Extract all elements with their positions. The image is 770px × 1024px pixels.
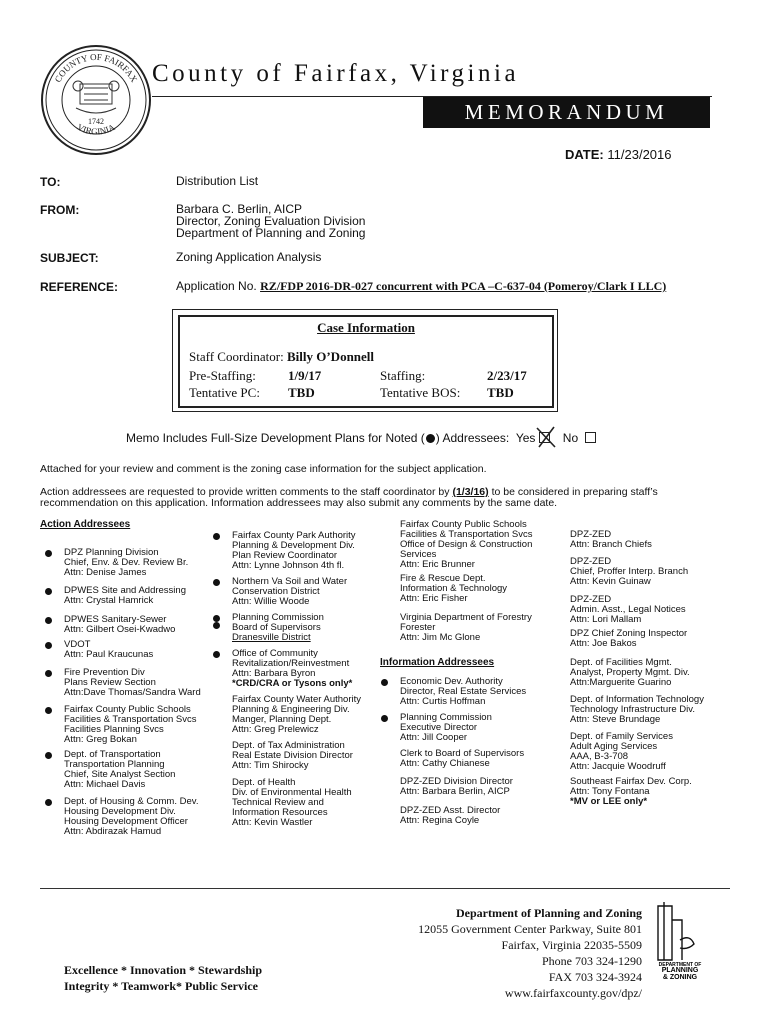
action-addressees-header: Action Addressees [40, 519, 131, 530]
addressee-line: DPZ-ZED [570, 594, 612, 605]
addressee-line: DPZ Planning Division [64, 547, 159, 558]
reference-application: RZ/FDP 2016-DR-027 concurrent with PCA –C-637-04 (Pomeroy/Clark I LLC) [260, 279, 667, 293]
addressee-line: DPZ-ZED Asst. Director [400, 805, 501, 816]
addressee-line: DPZ-ZED [570, 529, 612, 540]
addressee-line: Services [400, 549, 437, 560]
bullet-icon [45, 799, 52, 806]
addressee-line: Attn:Marguerite Guarino [570, 677, 672, 688]
svg-text:1742: 1742 [88, 117, 104, 126]
addressee-line: Dept. of Health [232, 777, 296, 788]
motto-line: Excellence * Innovation * Stewardship [64, 963, 263, 977]
addressee-line: Dept. of Housing & Comm. Dev. [64, 796, 199, 807]
addressee-entry [232, 613, 324, 643]
bullet-icon [213, 651, 220, 658]
addressee-line: Southeast Fairfax Dev. Corp. [570, 776, 692, 787]
addressee-line: Virginia Department of Forestry [400, 612, 532, 623]
to-label: TO: [40, 175, 61, 189]
addressee-line: Economic Dev. Authority [400, 676, 503, 687]
addressee-entry [400, 677, 526, 707]
addressee-entry [570, 629, 687, 649]
case-info-title: Case Information [317, 320, 415, 335]
addressee-line: Attn: Lynne Johnson 4th fl. [232, 560, 345, 571]
addressee-line: Technical Review and [232, 797, 324, 808]
addressee-line: Attn: Eric Fisher [400, 593, 468, 604]
motto-line: Integrity * Teamwork* Public Service [64, 979, 258, 993]
bullet-icon [213, 533, 220, 540]
addressee-line: VDOT [64, 639, 91, 650]
staffing-label: Staffing: [380, 368, 426, 383]
memorandum-banner: MEMORANDUM [423, 97, 710, 128]
bullet-icon [213, 615, 220, 622]
addressee-line: Attn: Tony Fontana [570, 786, 650, 797]
svg-text:VIRGINIA: VIRGINIA [75, 121, 117, 137]
addressee-entry [232, 741, 353, 771]
addressee-line: Div. of Environmental Health [232, 787, 352, 798]
addressee-line: Planning & Development Div. [232, 540, 355, 551]
addressee-entry [64, 750, 175, 790]
addressee-line: Attn: Jacquie Woodruff [570, 761, 666, 772]
addressee-line: AAA, B-3-708 [570, 751, 629, 762]
addressee-line: Dept. of Facilities Mgmt. [570, 657, 672, 668]
bullet-icon [213, 579, 220, 586]
svg-text:& ZONING: & ZONING [662, 974, 698, 980]
addressee-line: Fairfax County Public Schools [400, 519, 527, 530]
addressee-line: Dept. of Tax Administration [232, 740, 345, 751]
addressee-line: Information Resources [232, 807, 328, 818]
addressee-line: DPZ-ZED Division Director [400, 776, 513, 787]
addressee-line: Forester [400, 622, 436, 633]
addressee-entry [570, 595, 686, 625]
footer-address: 12055 Government Center Parkway, Suite 801 [418, 922, 642, 936]
staffing-value: 2/23/17 [487, 368, 527, 383]
addressee-line: Plans Review Section [64, 677, 156, 688]
addressee-line: Chief, Proffer Interp. Branch [570, 566, 689, 577]
footer-motto [64, 962, 262, 994]
addressee-line: Executive Director [400, 722, 478, 733]
addressee-entry [232, 577, 347, 607]
addressee-entry [570, 695, 704, 725]
addressee-entry [400, 749, 524, 769]
addressee-line: Attn: Denise James [64, 567, 147, 578]
footer-department: Department of Planning and Zoning [455, 906, 642, 920]
footer-fax: FAX 703 324-3924 [548, 970, 642, 984]
action-text-2: to be considered in preparing staff’s [491, 486, 658, 498]
from-line: Department of Planning and Zoning [176, 226, 366, 240]
addressee-line: Plan Review Coordinator [232, 550, 338, 561]
addressee-entry [570, 732, 673, 772]
addressee-line: Attn: Abdirazak Hamud [64, 826, 162, 837]
yes-label: Yes [515, 431, 536, 445]
addressee-line: Housing Development Officer [64, 816, 188, 827]
reference-label: REFERENCE: [40, 280, 119, 294]
addressee-entry [232, 695, 361, 735]
addressee-line: Attn: Greg Prelewicz [232, 724, 319, 735]
addressee-line: Attn: Barbara Byron [232, 668, 316, 679]
addressee-line: Attn: Kevin Wastler [232, 817, 313, 828]
addressee-line: Manger, Planning Dept. [232, 714, 332, 725]
addressee-entry [64, 586, 186, 606]
addressee-line: Fairfax County Park Authority [232, 530, 356, 541]
svg-text:DEPARTMENT OF: DEPARTMENT OF [658, 962, 702, 968]
addressee-entry [64, 640, 153, 660]
addressee-line: Attn: Joe Bakos [570, 638, 637, 649]
bullet-icon [381, 715, 388, 722]
addressee-line: Planning Commission [400, 712, 492, 723]
addressee-line: Attn: Regina Coyle [400, 815, 480, 826]
tentative-pc-label: Tentative PC: [189, 385, 260, 400]
reference-prefix: Application No. [176, 279, 257, 293]
addressee-line: Attn: Curtis Hoffman [400, 696, 486, 707]
addressee-line: Dept. of Transportation [64, 749, 161, 760]
dpz-logo [650, 900, 710, 980]
addressee-line: Attn: Kevin Guinaw [570, 576, 651, 587]
action-text: Action addressees are requested to provide written comments to the staff coordinator by [40, 486, 450, 498]
addressee-line: Attn: Jill Cooper [400, 732, 468, 743]
footer-contact [418, 905, 642, 1001]
tentative-pc-value: TBD [288, 385, 315, 400]
addressee-line: Chief, Site Analyst Section [64, 769, 176, 780]
from-label: FROM: [40, 203, 80, 217]
addressee-line: Analyst, Property Mgmt. Div. [570, 667, 690, 678]
addressee-entry [64, 548, 188, 578]
date-label: DATE: [565, 147, 604, 162]
subject-value: Zoning Application Analysis [176, 250, 322, 264]
addressee-line: Facilities & Transportation Svcs [64, 714, 197, 725]
coordinator-value: Billy O’Donnell [286, 349, 375, 364]
due-date: (1/3/16) [452, 486, 489, 498]
addressee-entry [570, 557, 688, 587]
prestaffing-label: Pre-Staffing: [189, 368, 256, 383]
action-text-3: recommendation on this application. Information addressees may also submit any comments by the same date. [40, 497, 558, 509]
bullet-icon [45, 670, 52, 677]
addressee-line: Northern Va Soil and Water [232, 576, 348, 587]
addressee-line: Attn: Cathy Chianese [400, 758, 490, 769]
addressee-line: Chief, Env. & Dev. Review Br. [64, 557, 189, 568]
addressee-line: *MV or LEE only* [570, 796, 648, 807]
addressee-line: Real Estate Division Director [232, 750, 353, 761]
addressee-entry [400, 520, 533, 570]
addressee-line: Director, Real Estate Services [400, 686, 527, 697]
addressee-line: Attn: Michael Davis [64, 779, 146, 790]
bullet-icon [45, 642, 52, 649]
addressee-line: Fire & Rescue Dept. [400, 573, 486, 584]
no-label: No [562, 431, 579, 445]
bullet-icon [45, 550, 52, 557]
addressee-entry [64, 615, 175, 635]
addressee-line: *CRD/CRA or Tysons only* [232, 678, 353, 689]
addressee-line: Planning & Engineering Div. [232, 704, 350, 715]
addressee-line: Clerk to Board of Supervisors [400, 748, 525, 759]
addressee-line: Attn: Barbara Berlin, AICP [400, 786, 510, 797]
memo-includes-text2: ) Addressees: [435, 431, 510, 445]
footer-phone: Phone 703 324-1290 [542, 954, 642, 968]
bullet-icon [45, 588, 52, 595]
addressee-line: Fairfax County Water Authority [232, 694, 362, 705]
addressee-line: DPZ Chief Zoning Inspector [570, 628, 688, 639]
addressee-entry [570, 530, 652, 550]
intro-paragraph: Attached for your review and comment is the zoning case information for the subject application. [40, 463, 487, 475]
addressee-line: Attn: Steve Brundage [570, 714, 661, 725]
addressee-line: Attn: Jim Mc Glone [400, 632, 481, 643]
addressee-line: Conservation District [232, 586, 320, 597]
svg-text:PLANNING: PLANNING [661, 967, 699, 974]
addressee-line: Planning Commission [232, 612, 324, 623]
addressee-line: Dept. of Family Services [570, 731, 673, 742]
addressee-line: DPWES Site and Addressing [64, 585, 186, 596]
addressee-line: DPZ-ZED [570, 556, 612, 567]
bullet-icon [213, 622, 220, 629]
addressee-line: Housing Development Div. [64, 806, 176, 817]
addressee-entry [64, 797, 198, 837]
addressee-line: Facilities Planning Svcs [64, 724, 164, 735]
information-addressees-header: Information Addressees [380, 657, 495, 668]
memo-includes-text: Memo Includes Full-Size Development Plans for Noted ( [126, 431, 425, 445]
footer-rule [40, 888, 730, 889]
addressee-entry [400, 713, 492, 743]
addressee-entry [570, 658, 690, 688]
addressee-entry [232, 778, 352, 828]
addressee-line: DPWES Sanitary-Sewer [64, 614, 167, 625]
addressee-entry [232, 649, 352, 689]
addressee-entry [570, 777, 692, 807]
addressee-line: Attn: Eric Brunner [400, 559, 475, 570]
addressee-entry [400, 806, 500, 826]
addressee-line: Attn: Branch Chiefs [570, 539, 652, 550]
coordinator-label: Staff Coordinator: [189, 349, 284, 364]
bullet-icon [45, 617, 52, 624]
addressee-line: Attn: Paul Kraucunas [64, 649, 154, 660]
bullet-icon [45, 752, 52, 759]
addressee-line: Dept. of Information Technology [570, 694, 704, 705]
addressee-line: Attn: Crystal Hamrick [64, 595, 154, 606]
addressee-entry [400, 777, 513, 797]
prestaffing-value: 1/9/17 [288, 368, 322, 383]
addressee-line: Board of Supervisors [232, 622, 321, 633]
bullet-icon [45, 707, 52, 714]
to-value: Distribution List [176, 174, 259, 188]
addressee-line: Fairfax County Public Schools [64, 704, 191, 715]
addressee-line: Information & Technology [400, 583, 508, 594]
addressee-line: Fire Prevention Div [64, 667, 145, 678]
addressee-line: Attn: Gilbert Osei-Kwadwo [64, 624, 176, 635]
addressee-entry [64, 705, 197, 745]
date-value: 11/23/2016 [607, 147, 672, 162]
footer-city: Fairfax, Virginia 22035-5509 [501, 938, 642, 952]
tentative-bos-value: TBD [487, 385, 514, 400]
addressee-line: Revitalization/Reinvestment [232, 658, 350, 669]
addressee-entry [400, 574, 507, 604]
addressee-entry [232, 531, 356, 571]
from-line: Director, Zoning Evaluation Division [176, 214, 366, 228]
addressee-entry [400, 613, 532, 643]
from-line: Barbara C. Berlin, AICP [176, 202, 303, 216]
subject-label: SUBJECT: [40, 251, 99, 265]
addressee-line: Dranesville District [232, 632, 311, 643]
addressee-line: Attn: Willie Woode [232, 596, 310, 607]
addressee-line: Transportation Planning [64, 759, 165, 770]
svg-text:COUNTY OF FAIRFAX: COUNTY OF FAIRFAX [52, 51, 140, 84]
addressee-line: Adult Aging Services [570, 741, 658, 752]
bullet-icon [381, 679, 388, 686]
addressee-line: Attn: Tim Shirocky [232, 760, 309, 771]
addressee-line: Technology Infrastructure Div. [570, 704, 695, 715]
page-title: County of Fairfax, Virginia [152, 60, 520, 87]
addressee-line: Office of Design & Construction [400, 539, 533, 550]
addressee-line: Office of Community [232, 648, 318, 659]
addressee-line: Attn: Greg Bokan [64, 734, 137, 745]
addressee-entry [64, 668, 201, 698]
addressee-line: Attn: Lori Mallam [570, 614, 642, 625]
addressee-line: Facilities & Transportation Svcs [400, 529, 533, 540]
addressee-line: Attn:Dave Thomas/Sandra Ward [64, 687, 201, 698]
tentative-bos-label: Tentative BOS: [380, 385, 461, 400]
addressee-line: Admin. Asst., Legal Notices [570, 604, 686, 615]
footer-website: www.fairfaxcounty.gov/dpz/ [504, 986, 642, 1000]
